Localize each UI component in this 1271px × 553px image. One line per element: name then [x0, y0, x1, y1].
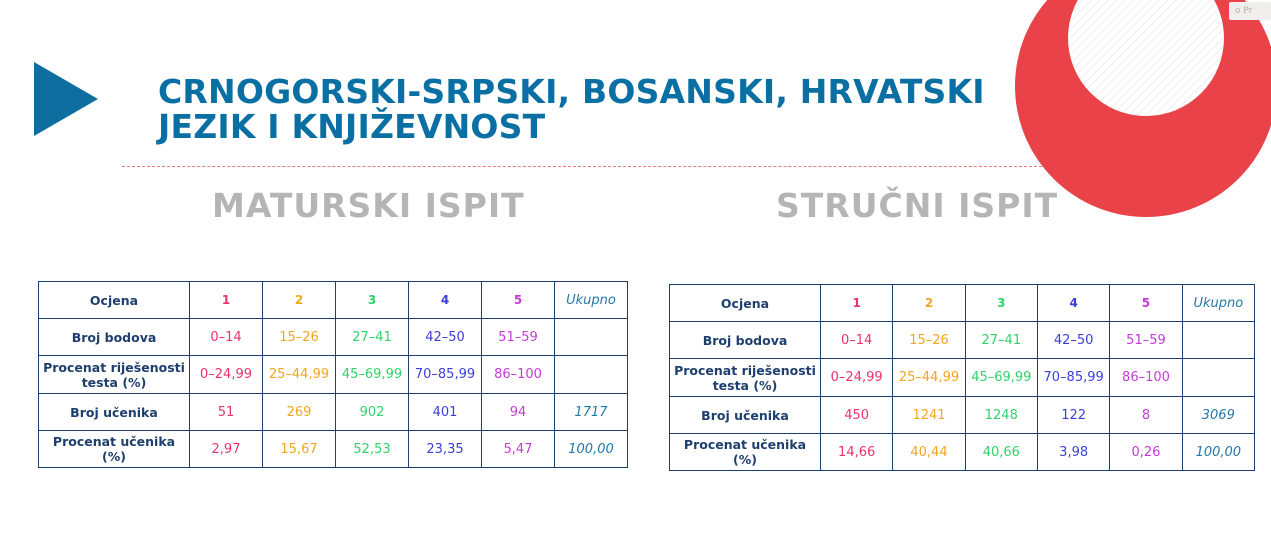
row-label: Procenat učenika (%)	[39, 431, 190, 468]
grade-header-3: 3	[965, 285, 1037, 322]
table-cell: 51	[190, 394, 263, 431]
table-cell: 15–26	[893, 322, 965, 359]
table-cell: 40,66	[965, 434, 1037, 471]
table-cell: 3,98	[1037, 434, 1109, 471]
page-title-line-2: JEZIK I KNJIŽEVNOST	[158, 107, 546, 146]
title-divider	[122, 166, 1042, 167]
total-cell	[555, 356, 628, 394]
table-row	[670, 397, 1255, 434]
section-title-strucni: STRUČNI ISPIT	[776, 186, 1059, 225]
grade-header-2: 2	[893, 285, 965, 322]
table-cell: 122	[1037, 397, 1109, 434]
table-cell: 42–50	[409, 319, 482, 356]
table-row	[670, 359, 1255, 397]
table-cell: 27–41	[965, 322, 1037, 359]
table-cell: 0,26	[1110, 434, 1182, 471]
table-cell: 86–100	[1110, 359, 1182, 397]
header-label: Ocjena	[39, 282, 190, 319]
total-cell: 100,00	[1182, 434, 1254, 471]
table-cell: 86–100	[482, 356, 555, 394]
grade-header-5: 5	[482, 282, 555, 319]
table-cell: 0–24,99	[190, 356, 263, 394]
table-cell: 23,35	[409, 431, 482, 468]
grade-header-1: 1	[190, 282, 263, 319]
table-cell: 27–41	[336, 319, 409, 356]
total-cell: 100,00	[555, 431, 628, 468]
table-cell: 45–69,99	[965, 359, 1037, 397]
table-cell: 1248	[965, 397, 1037, 434]
maturski-results-table	[38, 281, 628, 468]
table-cell: 1241	[893, 397, 965, 434]
table-cell: 70–85,99	[1037, 359, 1109, 397]
total-cell: 3069	[1182, 397, 1254, 434]
table-cell: 5,47	[482, 431, 555, 468]
table-cell: 0–14	[821, 322, 893, 359]
total-header: Ukupno	[1182, 285, 1254, 322]
grade-header-3: 3	[336, 282, 409, 319]
table-cell: 401	[409, 394, 482, 431]
row-label: Broj učenika	[39, 394, 190, 431]
corner-tag: o Pr	[1229, 2, 1271, 20]
total-cell	[1182, 359, 1254, 397]
table-cell: 15,67	[263, 431, 336, 468]
table-row	[39, 431, 628, 468]
grade-header-4: 4	[409, 282, 482, 319]
table-row	[39, 394, 628, 431]
row-label: Broj bodova	[39, 319, 190, 356]
table-cell: 51–59	[482, 319, 555, 356]
grade-header-2: 2	[263, 282, 336, 319]
row-label: Broj učenika	[670, 397, 821, 434]
table-header-row	[39, 282, 628, 319]
table-row	[39, 319, 628, 356]
total-cell	[555, 319, 628, 356]
table-cell: 40,44	[893, 434, 965, 471]
table-cell: 902	[336, 394, 409, 431]
table-header-row	[670, 285, 1255, 322]
total-cell	[1182, 322, 1254, 359]
table-cell: 25–44,99	[893, 359, 965, 397]
table-row	[39, 356, 628, 394]
table-row	[670, 434, 1255, 471]
total-header: Ukupno	[555, 282, 628, 319]
table-cell: 8	[1110, 397, 1182, 434]
table-cell: 15–26	[263, 319, 336, 356]
page-title-line-1: CRNOGORSKI-SRPSKI, BOSANSKI, HRVATSKI	[158, 72, 985, 111]
table-cell: 0–24,99	[821, 359, 893, 397]
header-label: Ocjena	[670, 285, 821, 322]
table-cell: 42–50	[1037, 322, 1109, 359]
grade-header-1: 1	[821, 285, 893, 322]
page-title	[158, 74, 985, 144]
play-triangle-icon	[34, 62, 98, 136]
row-label: Procenat riješenosti testa (%)	[39, 356, 190, 394]
table-cell: 269	[263, 394, 336, 431]
strucni-results-table	[669, 284, 1255, 471]
table-cell: 52,53	[336, 431, 409, 468]
row-label: Procenat riješenosti testa (%)	[670, 359, 821, 397]
table-cell: 2,97	[190, 431, 263, 468]
grade-header-5: 5	[1110, 285, 1182, 322]
table-cell: 45–69,99	[336, 356, 409, 394]
table-cell: 51–59	[1110, 322, 1182, 359]
grade-header-4: 4	[1037, 285, 1109, 322]
table-cell: 0–14	[190, 319, 263, 356]
section-title-maturski: MATURSKI ISPIT	[212, 186, 525, 225]
table-cell: 450	[821, 397, 893, 434]
table-cell: 70–85,99	[409, 356, 482, 394]
row-label: Procenat učenika (%)	[670, 434, 821, 471]
table-cell: 14,66	[821, 434, 893, 471]
row-label: Broj bodova	[670, 322, 821, 359]
total-cell: 1717	[555, 394, 628, 431]
table-cell: 94	[482, 394, 555, 431]
table-cell: 25–44,99	[263, 356, 336, 394]
table-row	[670, 322, 1255, 359]
